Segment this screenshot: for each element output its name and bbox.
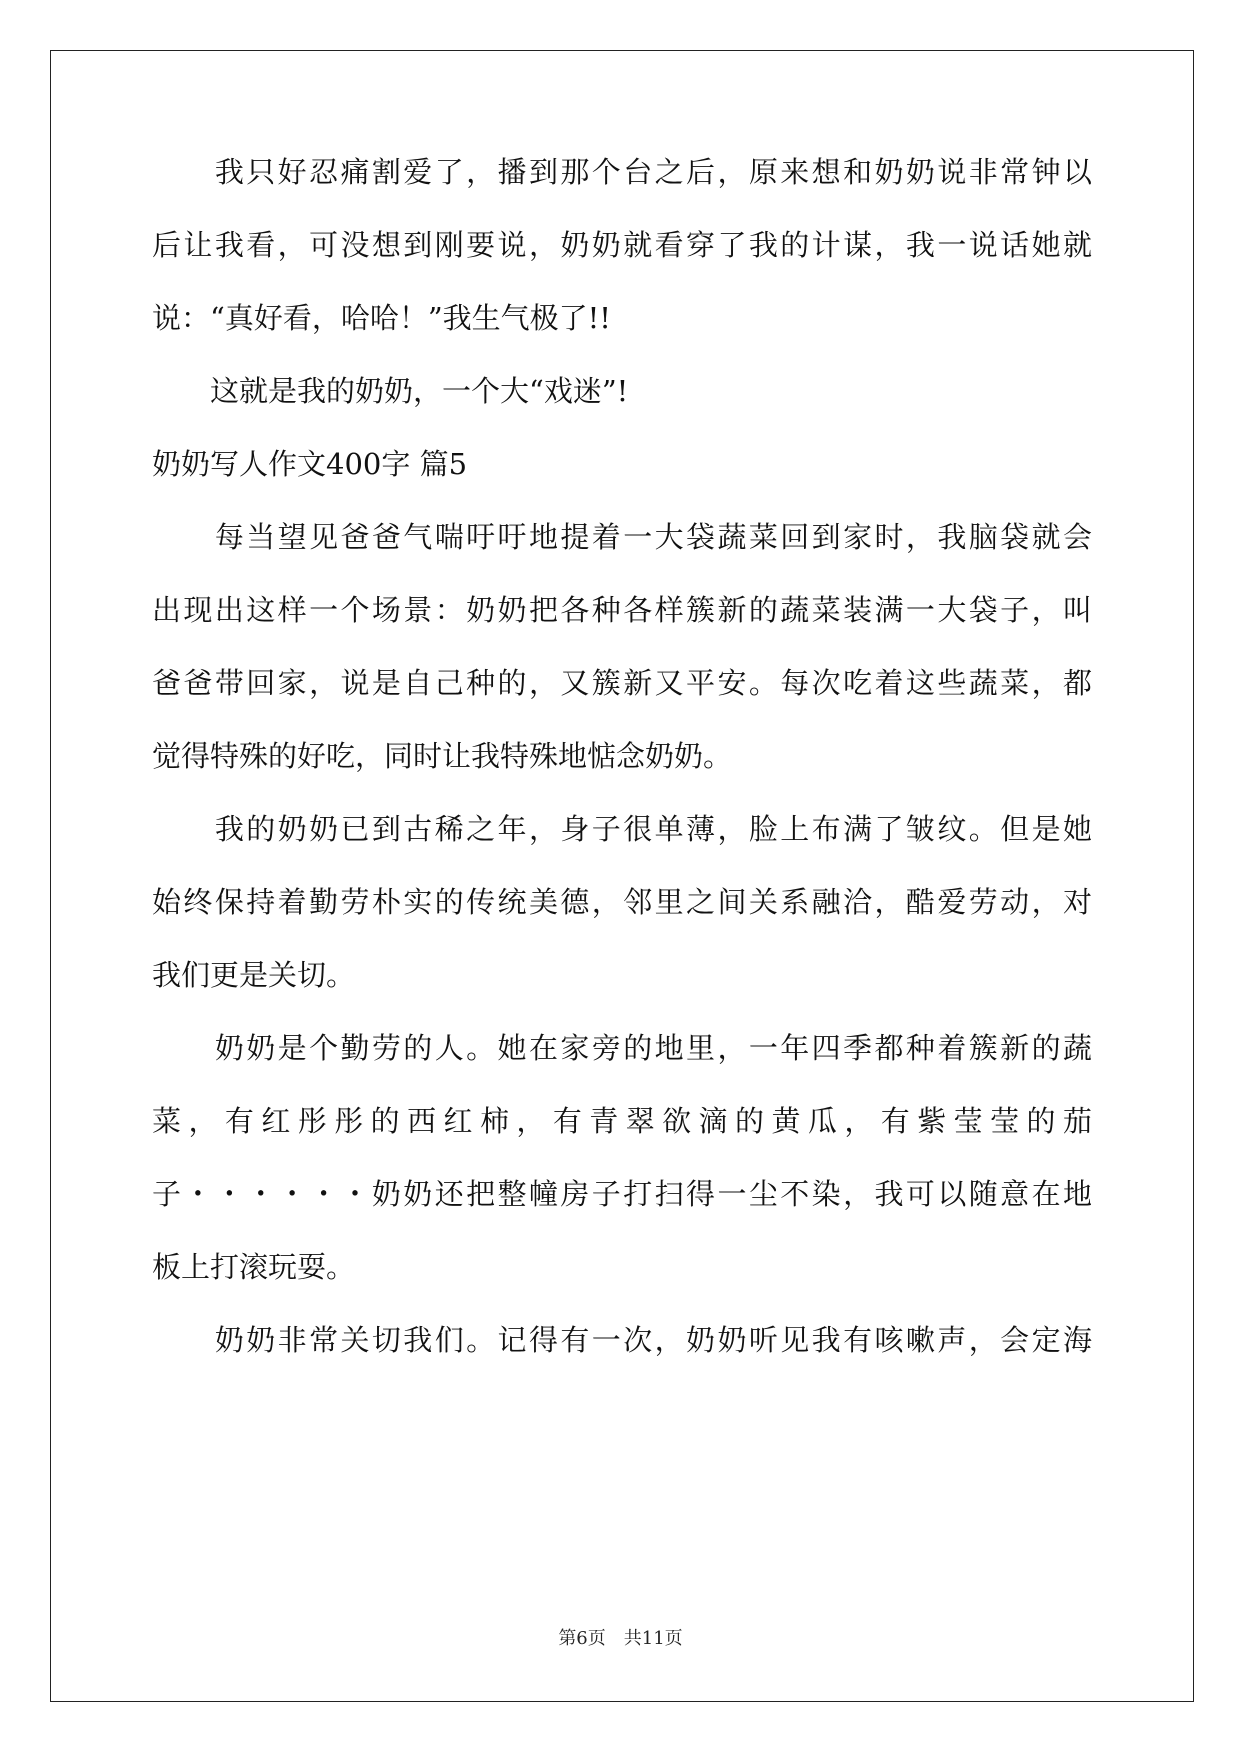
text-line: 觉得特殊的好吃，同时让我特殊地惦念奶奶。 <box>152 739 733 773</box>
text-line: 子・・・・・・奶奶还把整幢房子打扫得一尘不染，我可以随意在地 <box>152 1177 1092 1211</box>
text-line: 爸爸带回家，说是自己种的，又簇新又平安。每次吃着这些蔬菜，都 <box>152 666 1092 700</box>
text-line: 后让我看，可没想到刚要说，奶奶就看穿了我的计谋，我一说话她就 <box>152 228 1092 262</box>
text-line: 出现出这样一个场景：奶奶把各种各样簇新的蔬菜装满一大袋子，叫 <box>152 593 1092 627</box>
text-line: 我们更是关切。 <box>152 958 356 992</box>
page-number: 第6页 共11页 <box>558 1628 683 1649</box>
text-line: 菜，有红彤彤的西红柿，有青翠欲滴的黄瓜，有紫莹莹的茄 <box>152 1104 1092 1138</box>
text-line: 我的奶奶已到古稀之年，身子很单薄，脸上布满了皱纹。但是她 <box>152 812 1092 846</box>
text-line: 板上打滚玩耍。 <box>152 1250 356 1284</box>
text-line: 始终保持着勤劳朴实的传统美德，邻里之间关系融洽，酷爱劳动，对 <box>152 885 1092 919</box>
text-line: 每当望见爸爸气喘吁吁地提着一大袋蔬菜回到家时，我脑袋就会 <box>152 520 1092 554</box>
section-heading: 奶奶写人作文400字 篇5 <box>152 447 468 481</box>
text-line: 说：“真好看，哈哈！”我生气极了!! <box>152 301 611 335</box>
text-line: 这就是我的奶奶，一个大“戏迷”! <box>152 374 629 408</box>
text-line: 奶奶非常关切我们。记得有一次，奶奶听见我有咳嗽声，会定海 <box>152 1323 1092 1357</box>
text-line: 奶奶是个勤劳的人。她在家旁的地里，一年四季都种着簇新的蔬 <box>152 1031 1092 1065</box>
text-line: 我只好忍痛割爱了，播到那个台之后，原来想和奶奶说非常钟以 <box>152 155 1092 189</box>
